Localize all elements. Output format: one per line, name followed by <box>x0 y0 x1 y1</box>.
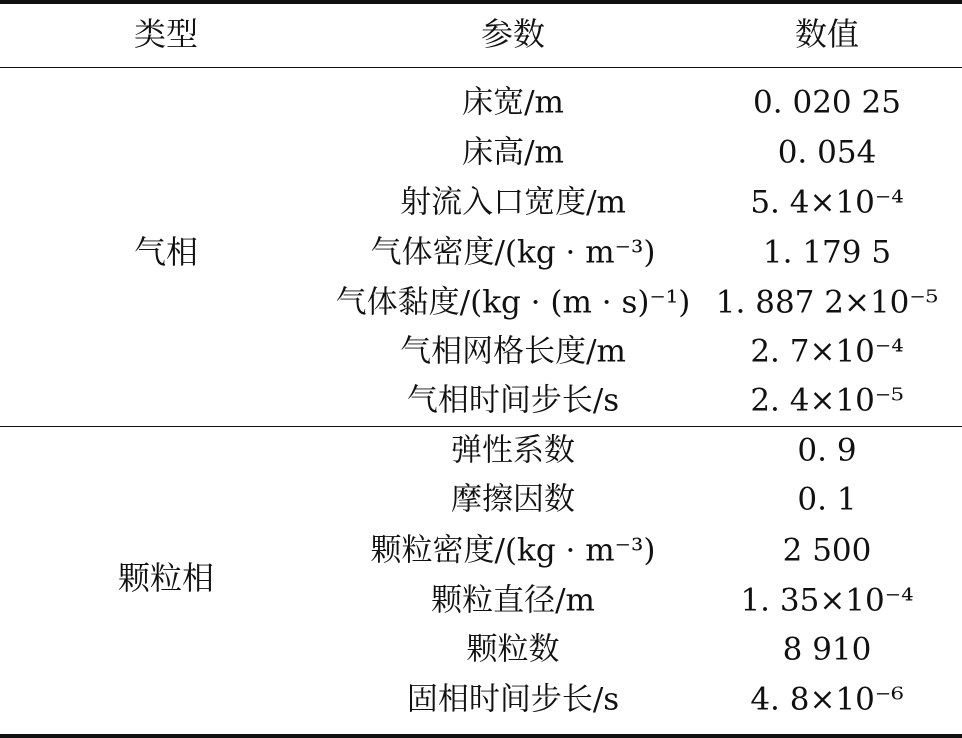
value-solid-time-step: 4. 8×10⁻⁶ <box>750 681 904 718</box>
table-bottom-rule <box>0 734 962 738</box>
header-value: 数值 <box>794 15 860 53</box>
value-particle-count: 8 910 <box>782 631 872 668</box>
param-solid-time-step: 固相时间步长/s <box>406 681 620 718</box>
value-gas-time-step: 2. 4×10⁻⁵ <box>750 382 904 419</box>
param-friction-coefficient: 摩擦因数 <box>451 481 575 518</box>
param-gas-grid-length: 气相网格长度/m <box>400 333 626 370</box>
header-parameter: 参数 <box>480 15 546 53</box>
value-particle-diameter: 1. 35×10⁻⁴ <box>740 582 914 619</box>
group-type-gas: 气相 <box>133 233 199 271</box>
param-gas-viscosity: 气体黏度/(kg · (m · s)⁻¹) <box>335 284 691 321</box>
value-jet-inlet-width: 5. 4×10⁻⁴ <box>750 184 904 221</box>
param-gas-density: 气体密度/(kg · m⁻³) <box>370 234 656 271</box>
param-gas-time-step: 气相时间步长/s <box>406 382 620 419</box>
value-friction-coefficient: 0. 1 <box>797 481 857 518</box>
param-elastic-coefficient: 弹性系数 <box>451 432 575 469</box>
param-jet-inlet-width: 射流入口宽度/m <box>400 184 626 221</box>
param-bed-width: 床宽/m <box>462 84 564 121</box>
value-gas-density: 1. 179 5 <box>762 234 892 271</box>
param-particle-count: 颗粒数 <box>466 631 560 668</box>
param-particle-diameter: 颗粒直径/m <box>431 582 595 619</box>
group-divider-rule <box>0 426 962 427</box>
value-gas-grid-length: 2. 7×10⁻⁴ <box>750 333 904 370</box>
header-rule <box>0 67 962 68</box>
param-bed-height: 床高/m <box>462 134 564 171</box>
value-particle-density: 2 500 <box>782 532 872 569</box>
param-particle-density: 颗粒密度/(kg · m⁻³) <box>370 532 656 569</box>
value-gas-viscosity: 1. 887 2×10⁻⁵ <box>715 284 939 321</box>
group-type-particle: 颗粒相 <box>117 559 215 597</box>
value-bed-height: 0. 054 <box>777 134 877 171</box>
value-bed-width: 0. 020 25 <box>753 84 901 121</box>
table-top-rule <box>0 0 962 4</box>
value-elastic-coefficient: 0. 9 <box>797 432 857 469</box>
header-type: 类型 <box>133 15 199 53</box>
